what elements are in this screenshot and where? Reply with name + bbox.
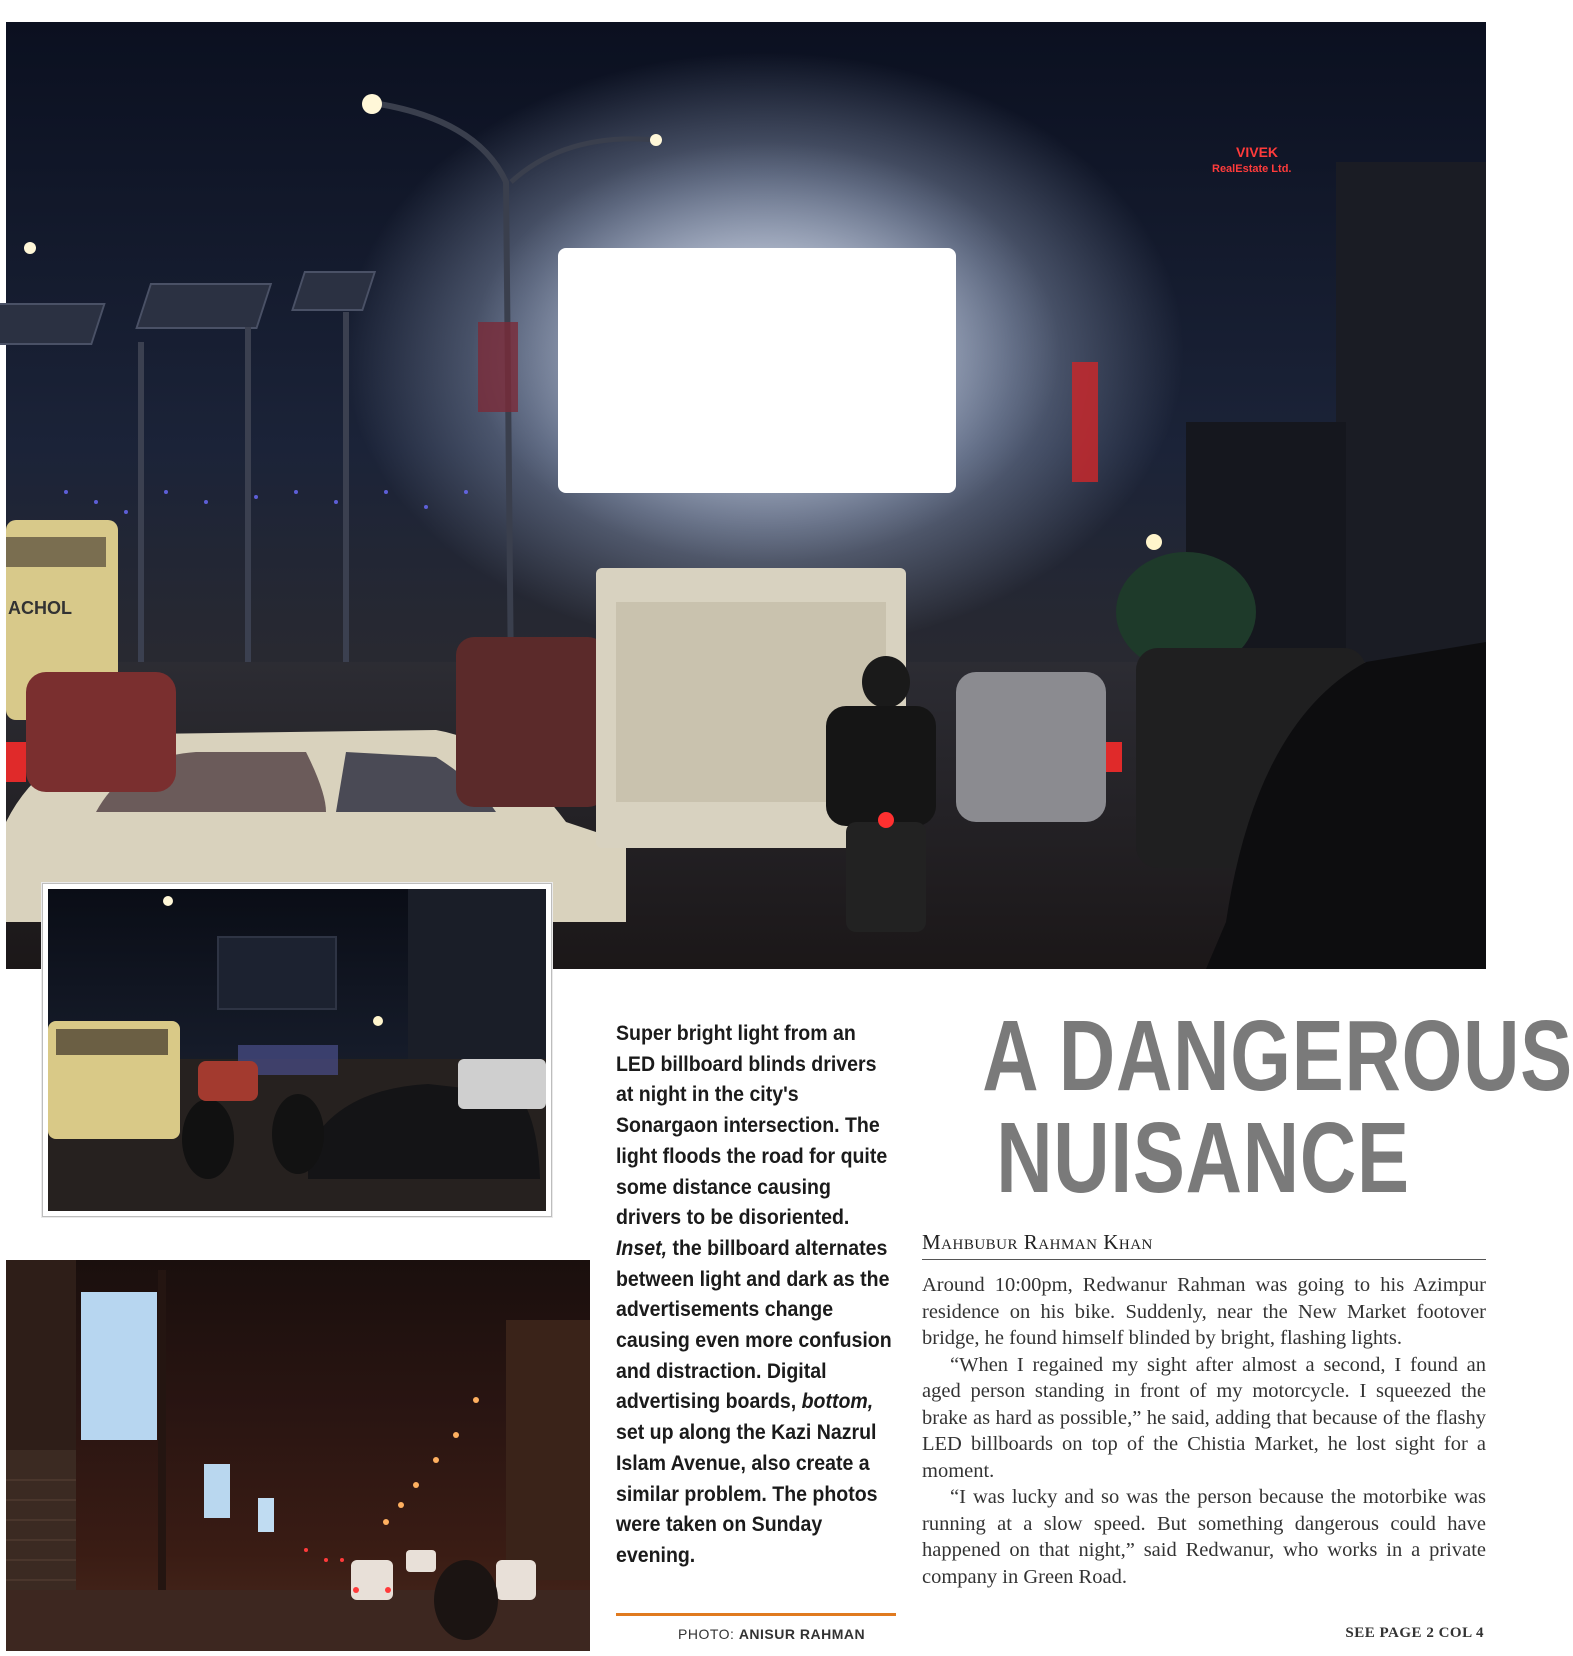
byline-divider xyxy=(922,1259,1486,1260)
body-paragraph-1: Around 10:00pm, Redwanur Rahman was going to his Azimpur residence on his bike. Suddenly, near the New Market footover bridge, he found himself blinded by bright, flashing lights. xyxy=(922,1274,1486,1349)
body-paragraph-2: “When I regained my sight after almost a second, I found an aged person standing in front of my motorcycle. I squeezed the brake as hard as possible,” he said, adding that because of the flashy LED billboards on top of the Chistia Market, he lost sight for a moment. xyxy=(922,1353,1486,1482)
caption-part-2: the billboard alternates between light and dark as the advertisements change causing even more confusion and distraction. Digital advertising boards, xyxy=(616,1236,892,1414)
digital-board-3 xyxy=(258,1498,274,1532)
inset-photo xyxy=(42,883,552,1217)
vivek-sign: VIVEK xyxy=(1236,144,1279,160)
caption-part-3: set up along the Kazi Nazrul Islam Avenue, also create a similar problem. The photos were taken on Sunday evening. xyxy=(616,1421,878,1567)
photo-credit-label: PHOTO: xyxy=(678,1626,735,1642)
caption-part-1: Super bright light from an LED billboard blinds drivers at night in the city's Sonargaon intersection. The light floods the road for quite some distance causing drivers to be disoriented. xyxy=(616,1022,888,1230)
inset-photo-image xyxy=(48,889,546,1211)
caption-bottom-word: bottom, xyxy=(801,1390,874,1414)
photo-caption xyxy=(616,1019,892,1572)
digital-board-2 xyxy=(204,1464,230,1518)
bottom-photo-scene xyxy=(6,1260,590,1651)
bottom-photo xyxy=(6,1260,590,1651)
headline xyxy=(920,1000,1573,1214)
bus-sign: ACHOL xyxy=(8,598,72,618)
caption-divider xyxy=(616,1613,896,1616)
article-body xyxy=(922,1272,1486,1590)
caption-inset-word: Inset, xyxy=(616,1236,668,1260)
headline-line-2: NUISANCE xyxy=(996,1102,1410,1214)
headline-line-1: A DANGEROUS xyxy=(982,1000,1573,1112)
led-billboard xyxy=(558,248,956,493)
body-paragraph-3: “I was lucky and so was the person because the motorbike was running at a slow speed. But something dangerous could have happened on that night,” said Redwanur, who works in a private company in Green Road. xyxy=(922,1486,1486,1588)
real-estate-sign: RealEstate Ltd. xyxy=(1212,163,1292,175)
photo-credit xyxy=(678,1626,865,1642)
jump-line: SEE PAGE 2 COL 4 xyxy=(1345,1625,1484,1641)
byline: Mahbubur Rahman Khan xyxy=(922,1230,1153,1254)
photo-credit-name: ANISUR RAHMAN xyxy=(738,1626,866,1642)
main-photo-scene xyxy=(6,22,1486,969)
main-photo xyxy=(6,22,1486,969)
digital-board-1 xyxy=(81,1292,157,1440)
